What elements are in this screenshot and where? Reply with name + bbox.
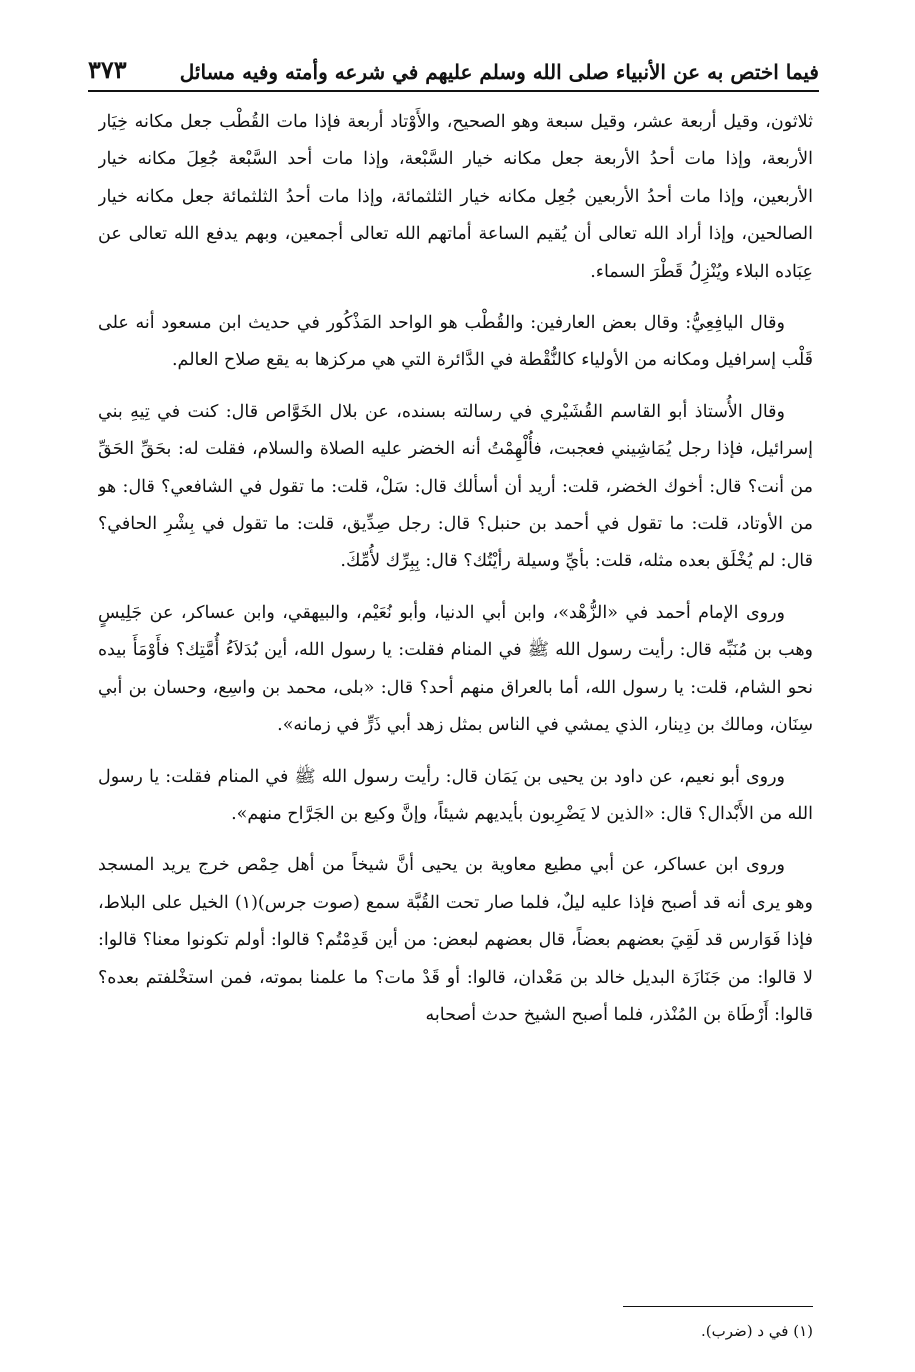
main-text: [98, 104, 813, 1294]
footnote-1: (١) في د (ضرب).: [700, 1322, 813, 1340]
paragraph-6: وروى ابن عساكر، عن أبي مطيع معاوية بن يحيى أنَّ شيخاً من أهل حِمْص خرج يريد المسجد وهو يرى أنه قد أصبح فإذا عليه ليلٌ، فلما صار تحت القُبَّة سمع (صوت جرس)(١) الخيل على البلاط، فإذا فَوَارس قد لَقِيَ بعضهم بعضاً، قال بعضهم لبعض: من أين قَدِمْتُم؟ قالوا: أولم تكونوا معنا؟ قالوا: لا قالوا: من جَنَازَة البديل خالد بن مَعْدان، قالوا: أو قَدْ مات؟ ما علمنا بموته، فمن استخْلفتم بعده؟ قالوا: أَرْطَاة بن المُنْذر، فلما أصبح الشيخ حدث أصحابه: [98, 855, 813, 1025]
paragraph-4: وروى الإمام أحمد في «الزُّهْد»، وابن أبي الدنيا، وأبو نُعَيْم، والبيهقي، وابن عساكر، عن جَلِيسٍ وهب بن مُنَبِّه قال: رأيت رسول الله ﷺ في المنام فقلت: يا رسول الله، أين بُدَلاَءُ أُمَّتِك؟ فأَوْمَأَ بيده نحو الشام، قلت: يا رسول الله، أما بالعراق منهم أحد؟ قال: «بلى، محمد بن واسِع، وحسان بن أبي سِنَان، ومالك بن دِينار، الذي يمشي في الناس بمثل زهد أبي ذَرٍّ في زمانه».: [98, 602, 813, 736]
page-number: ٣٧٣: [88, 55, 127, 84]
paragraph-3: وقال الأُستاذ أبو القاسم القُشَيْري في رسالته بسنده، عن بلال الخَوَّاص قال: كنت في تِيهِ بني إسرائيل، فإذا رجل يُمَاشِيني فعجبت، فأُلْهِمْتُ أنه الخضر عليه الصلاة والسلام، فقلت له: بحَقِّ الحَقِّ من أنت؟ قال: أخوك الخضر، قلت: أريد أن أسألك قال: سَلْ، قلت: ما تقول في الشافعي؟ قال: هو من الأوتاد، قلت: ما تقول في أحمد بن حنبل؟ قال: رجل صِدِّيق، قلت: ما تقول في بِشْرِ الحافي؟ قال: لم يُخْلَق بعده مثله، قلت: بأيِّ وسيلة رأيْتُك؟ قال: بِبِرِّك لأُمِّكَ.: [98, 401, 813, 572]
footnote-divider: [623, 1306, 813, 1307]
running-header: [88, 44, 819, 92]
paragraph-1: ثلاثون، وقيل أربعة عشر، وقيل سبعة وهو الصحيح، والأَوْتاد أربعة فإذا مات القُطْب جعل مكانه خِيَار الأربعة، وإذا مات أحدُ الأربعة جعل مكانه خيار السَّبْعة، وإذا مات أحد السَّبْعة جُعِلَ مكانه خيار الأربعين، وإذا مات أحدُ الأربعين جُعِل مكانه خيار الثلثمائة، وإذا مات أحدُ الثلثمائة جعل مكانه خيار الصالحين، وإذا أراد الله تعالى أن يُقيم الساعة أماتهم الله تعالى أجمعين، وبهم يدفع الله تعالى عن عِبَاده البلاء ويُنْزِلُ قَطْرَ السماء.: [98, 112, 813, 282]
paragraph-2: وقال اليافِعِيُّ: وقال بعض العارفين: والقُطْب هو الواحد المَذْكُور في حديث ابن مسعود أنه على قَلْب إسرافيل ومكانه من الأولياء كالنُّقْطة في الدَّائرة التي هي مركزها به يقع صلاح العالم.: [98, 313, 813, 371]
paragraph-5: وروى أبو نعيم، عن داود بن يحيى بن يَمَان قال: رأيت رسول الله ﷺ في المنام فقلت: يا رسول الله من الأَبْدال؟ قال: «الذين لا يَضْرِبون بأيديهم شيئاً، وإنَّ وكيع بن الجَرَّاح منهم».: [98, 766, 813, 824]
header-title: فيما اختص به عن الأنبياء صلى الله وسلم عليهم في شرعه وأمته وفيه مسائل: [179, 60, 819, 84]
